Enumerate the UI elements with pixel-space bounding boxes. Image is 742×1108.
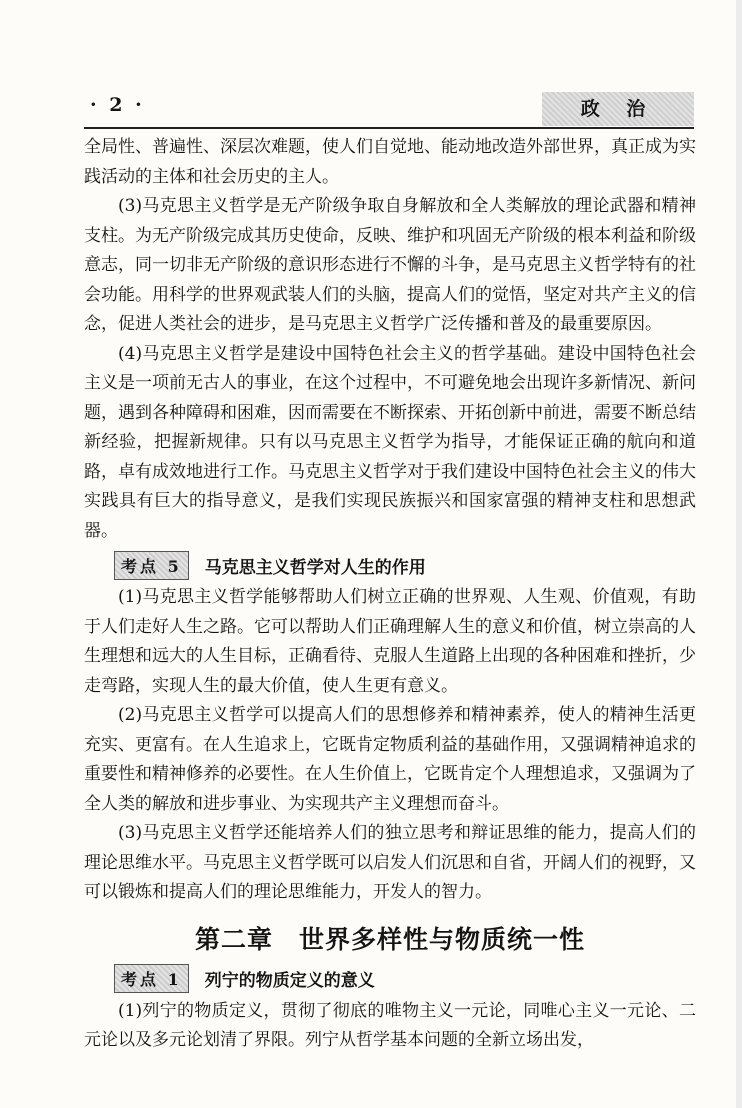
paragraph: (4)马克思主义哲学是建设中国特色社会主义的哲学基础。建设中国特色社会主义是一项前无古人的事业，在这个过程中，不可避免地会出现许多新情况、新问题，遇到各种障碍和困难，因而需要在不断探索、开拓创新中前进，需要不断总结新经验，把握新规律。只有以马克思主义哲学为指导，才能保证正确的航向和道路，卓有成效地进行工作。马克思主义哲学对于我们建设中国特色社会主义的伟大实践具有巨大的指导意义，是我们实现民族振兴和国家富强的精神支柱和思想武器。 [84, 343, 696, 541]
kaodian-heading [84, 550, 696, 580]
page-header [84, 92, 694, 126]
paragraph: (1)列宁的物质定义，贯彻了彻底的唯物主义一元论，同唯心主义一元论、二元论以及多元论划清了界限。列宁从哲学基本问题的全新立场出发， [84, 1000, 696, 1050]
chapter-title: 第二章 世界多样性与物质统一性 [194, 924, 585, 954]
kaodian-title: 马克思主义哲学对人生的作用 [204, 557, 426, 578]
kaodian-label: 考点 5 [114, 551, 189, 580]
paragraph: (3)马克思主义哲学还能培养人们的独立思考和辩证思维的能力，提高人们的理论思维水平。马克思主义哲学既可以启发人们沉思和自省，开阔人们的视野，又可以锻炼和提高人们的理论思维能力，开发人的智力。 [84, 823, 696, 902]
paragraph: (2)马克思主义哲学可以提高人们的思想修养和精神素养，使人的精神生活更充实、更富有。在人生追求上，它既肯定物质利益的基础作用，又强调精神追求的重要性和精神修养的必要性。在人生价值上，它既肯定个人理想追求，又强调为了全人类的解放和进步事业、为实现共产主义理想而奋斗。 [84, 705, 696, 814]
header-rule [84, 127, 694, 129]
page-number: · 2 · [90, 94, 145, 116]
paragraph: (3)马克思主义哲学是无产阶级争取自身解放和全人类解放的理论武器和精神支柱。为无产阶级完成其历史使命，反映、维护和巩固无产阶级的根本利益和阶级意志，同一切非无产阶级的意识形态进行不懈的斗争，是马克思主义哲学特有的社会功能。用科学的世界观武装人们的头脑，提高人们的觉悟，坚定对共产主义的信念，促进人类社会的进步，是马克思主义哲学广泛传播和普及的最重要原因。 [84, 196, 696, 334]
kaodian-title: 列宁的物质定义的意义 [204, 971, 375, 991]
kaodian-label: 考点 1 [114, 964, 189, 993]
paragraph: (1)马克思主义哲学能够帮助人们树立正确的世界观、人生观、价值观，有助于人们走好人生之路。它可以帮助人们正确理解人生的意义和价值，树立崇高的人生理想和远大的人生目标，正确看待、克服人生道路上出现的各种困难和挫折，少走弯路，实现人生的最大价值，使人生更有意义。 [84, 587, 696, 696]
subject-tab: 政 治 [542, 92, 694, 126]
page-content [84, 133, 696, 1056]
kaodian-heading [84, 964, 696, 994]
paragraph: 全局性、普遍性、深层次难题，使人们自觉地、能动地改造外部世界，真正成为实践活动的主体和社会历史的主人。 [84, 137, 696, 187]
